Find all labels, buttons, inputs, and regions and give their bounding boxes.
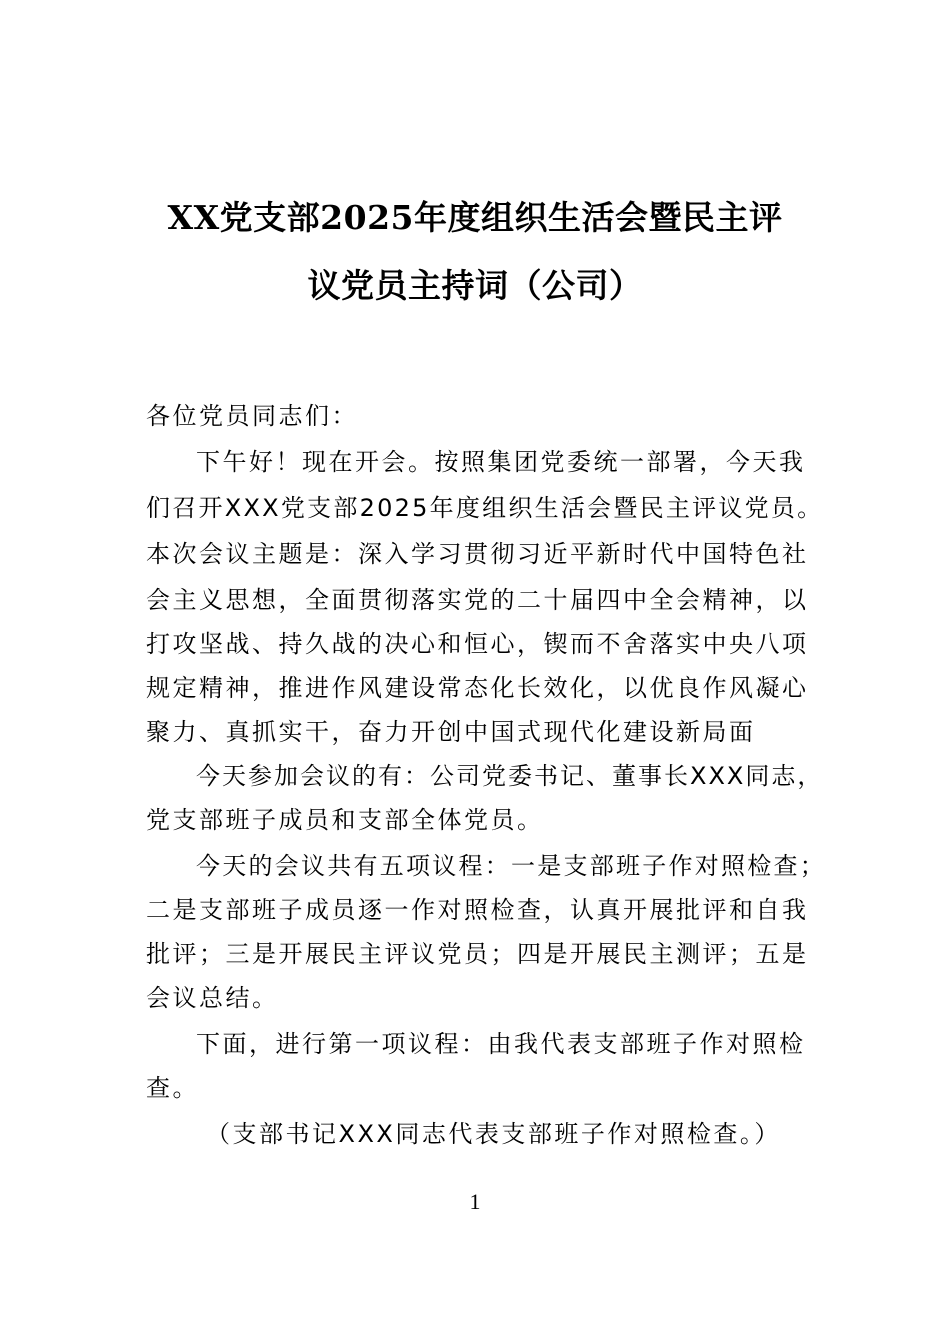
paragraph-line: 们召开XXX党支部2025年度组织生活会暨民主评议党员。 <box>146 494 824 522</box>
paragraph-line: 会主义思想，全面贯彻落实党的二十届四中全会精神，以 <box>146 586 809 614</box>
paragraph-line: 打攻坚战、持久战的决心和恒心，锲而不舍落实中央八项 <box>146 630 809 658</box>
paragraph-line: 聚力、真抓实干，奋力开创中国式现代化建设新局面 <box>146 718 756 746</box>
paragraph-line: 二是支部班子成员逐一作对照检查，认真开展批评和自我 <box>146 896 809 924</box>
page-number: 1 <box>469 1189 481 1214</box>
paragraph-line: 查。 <box>146 1074 199 1102</box>
paragraph-line: 下面，进行第一项议程：由我代表支部班子作对照检 <box>196 1030 806 1058</box>
paragraph-line: 党支部班子成员和支部全体党员。 <box>146 806 544 834</box>
salutation: 各位党员同志们： <box>146 402 358 430</box>
paragraph-line: 下午好！现在开会。按照集团党委统一部署，今天我 <box>196 448 806 476</box>
paragraph-line: （支部书记XXX同志代表支部班子作对照检查。） <box>206 1120 781 1148</box>
paragraph-line: 会议总结。 <box>146 984 279 1012</box>
document-title-line-2: 议党员主持词（公司） <box>307 266 643 305</box>
paragraph-line: 规定精神，推进作风建设常态化长效化，以优良作风凝心 <box>146 674 809 702</box>
paragraph-line: 今天的会议共有五项议程：一是支部班子作对照检查； <box>196 852 826 880</box>
document-title-line-1: XX党支部2025年度组织生活会暨民主评 <box>167 198 783 237</box>
paragraph-line: 批评；三是开展民主评议党员；四是开展民主测评；五是 <box>146 940 809 968</box>
paragraph-line: 本次会议主题是：深入学习贯彻习近平新时代中国特色社 <box>146 540 809 568</box>
paragraph-line: 今天参加会议的有：公司党委书记、董事长XXX同志， <box>196 762 824 790</box>
